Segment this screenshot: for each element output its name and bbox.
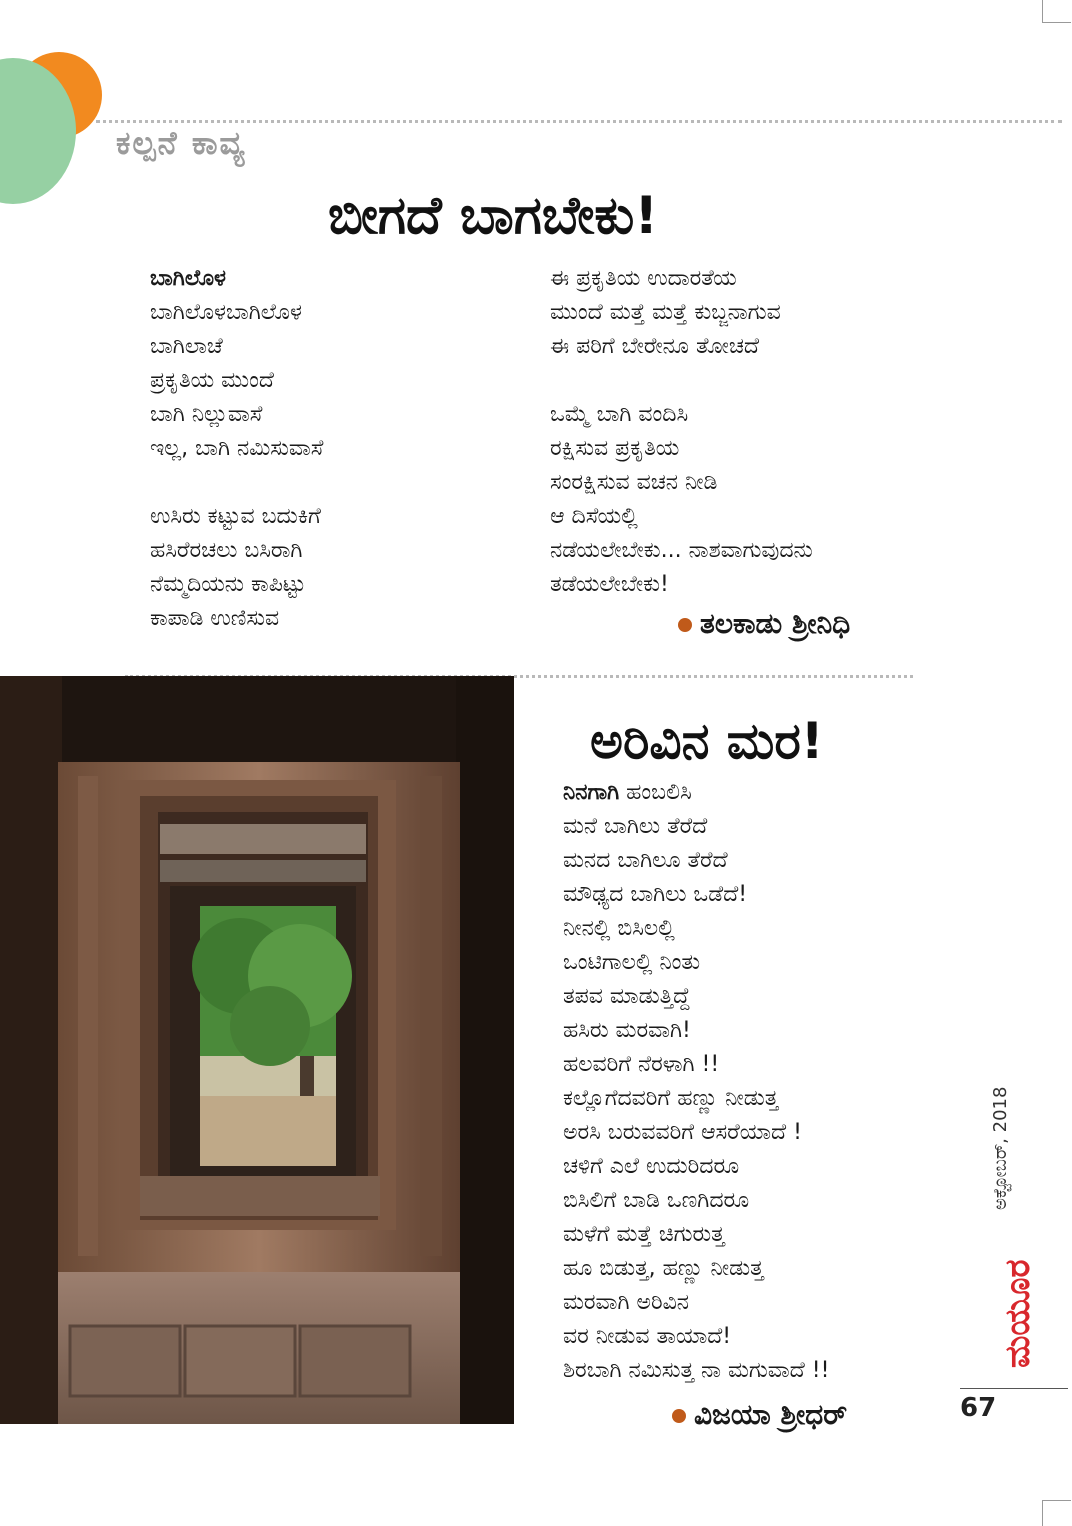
poem-line: ಹಸಿರು ಮರವಾಗಿ!: [563, 1018, 691, 1043]
poem-line: ಒಂಟಿಗಾಲಲ್ಲಿ ನಿಂತು: [563, 950, 701, 975]
poem-line: ಆ ದಿಸೆಯಲ್ಲಿ: [550, 504, 638, 529]
page-number-rule: [960, 1388, 1068, 1389]
poem2-first-word: ನಿನಗಾಗಿ: [563, 780, 620, 805]
poem2-author-name: ವಿಜಯಾ ಶ್ರೀಧರ್: [694, 1398, 848, 1431]
poem-line: ಈ ಪ್ರಕೃತಿಯ ಉದಾರತೆಯ: [550, 266, 737, 291]
poem-line: ಮನೆ ಬಾಗಿಲು ತೆರೆದೆ: [563, 814, 708, 839]
poem1-column-left: [150, 262, 323, 636]
poem-line: ಬಾಗಿಲೊಳಬಾಗಿಲೊಳ: [150, 300, 302, 325]
poem-line: ಮಳೆಗೆ ಮತ್ತೆ ಚಿಗುರುತ್ತ: [563, 1222, 725, 1247]
poem-line: ಮುಂದೆ ಮತ್ತೆ ಮತ್ತೆ ಕುಬ್ಜನಾಗುವ: [550, 300, 781, 325]
poem-line: ಈ ಪರಿಗೆ ಬೇರೇನೂ ತೋಚದೆ: [550, 334, 759, 359]
bullet-dot: [678, 618, 692, 632]
crop-mark-top-right: [1042, 0, 1071, 23]
poem1-title: ಬೀಗದೆ ಬಾಗಬೇಕು!: [328, 186, 659, 246]
poem2-author: [672, 1398, 847, 1432]
poem-line: ಮನದ ಬಾಗಿಲೂ ತೆರೆದೆ: [563, 848, 728, 873]
poem-line: ಕಾಪಾಡಿ ಉಣಿಸುವ: [150, 606, 280, 631]
poem-line: ನೀನಲ್ಲಿ ಬಿಸಿಲಲ್ಲಿ: [563, 916, 675, 941]
magazine-logo-vertical: [952, 1240, 1038, 1368]
temple-doorways-photo: [0, 676, 514, 1424]
poem-line: ಮರವಾಗಿ ಅರಿವಿನ: [563, 1290, 690, 1315]
poem-line: ನಡೆಯಲೇಬೇಕು... ನಾಶವಾಗುವುದನು: [550, 538, 813, 563]
poem1-column-right: [550, 262, 813, 602]
poem-line: ತಡೆಯಲೇಬೇಕು!: [550, 572, 669, 597]
bullet-dot: [672, 1409, 686, 1423]
poem-line: ಪ್ರಕೃತಿಯ ಮುಂದೆ: [150, 368, 274, 393]
poem-line: ಕಲ್ಲೊಗೆದವರಿಗೆ ಹಣ್ಣು ನೀಡುತ್ತ: [563, 1086, 779, 1111]
section-label: ಕಲ್ಪನೆ ಕಾವ್ಯ: [116, 124, 247, 162]
poem-line: ಶಿರಬಾಗಿ ನಮಿಸುತ್ತ ನಾ ಮಗುವಾದೆ !!: [563, 1358, 830, 1383]
poem-line: ಬಾಗಿಲೊಳ: [150, 266, 226, 291]
poem-line: ಒಮ್ಮೆ ಬಾಗಿ ವಂದಿಸಿ: [550, 402, 689, 427]
poem2-first-rest: ಹಂಬಲಿಸಿ: [619, 780, 692, 805]
poem-line: ಉಸಿರು ಕಟ್ಟುವ ಬದುಕಿಗೆ: [150, 504, 321, 529]
poem-line: ತಪವ ಮಾಡುತ್ತಿದ್ದೆ: [563, 984, 691, 1009]
issue-date-vertical: [950, 1080, 1011, 1210]
crop-mark-bottom-right: [1042, 1500, 1071, 1526]
poem1-author: [678, 607, 850, 641]
poem-line: ಚಳಿಗೆ ಎಲೆ ಉದುರಿದರೂ: [563, 1154, 740, 1179]
poem-line: ರಕ್ಷಿಸುವ ಪ್ರಕೃತಿಯ: [550, 436, 680, 461]
poem2-title: ಅರಿವಿನ ಮರ!: [590, 712, 824, 770]
poem-line: ಹಸಿರೆರಚಲು ಬಸಿರಾಗಿ: [150, 538, 303, 563]
poem2-column: [563, 776, 829, 1388]
poem-line: ಮೌಢ್ಯದ ಬಾಗಿಲು ಒಡೆದೆ!: [563, 882, 748, 907]
dotted-divider-top: [96, 120, 1062, 123]
stanza-gap: [150, 466, 323, 500]
poem-line: ನೆಮ್ಮದಿಯನು ಕಾಪಿಟ್ಟು: [150, 572, 306, 597]
poem-line: ಹೂ ಬಿಡುತ್ತ, ಹಣ್ಣು ನೀಡುತ್ತ: [563, 1256, 764, 1281]
page-number: 67: [960, 1393, 997, 1423]
magazine-logo-text: ಮಯೂರ: [998, 1259, 1038, 1368]
poem-line: ಬಾಗಿಲಾಚೆ: [150, 334, 223, 359]
poem-line-first: [563, 776, 829, 810]
poem-line: ಅರಸಿ ಬರುವವರಿಗೆ ಆಸರೆಯಾದೆ !: [563, 1120, 802, 1145]
poem1-author-name: ತಲಕಾಡು ಶ್ರೀನಿಧಿ: [700, 607, 851, 640]
poem-line: ಸಂರಕ್ಷಿಸುವ ವಚನ ನೀಡಿ: [550, 470, 718, 495]
poem-line: ಬಿಸಿಲಿಗೆ ಬಾಡಿ ಒಣಗಿದರೂ: [563, 1188, 750, 1213]
poem-line: ವರ ನೀಡುವ ತಾಯಾದೆ!: [563, 1324, 732, 1349]
stanza-gap: [550, 364, 813, 398]
poem-line: ಇಲ್ಲ, ಬಾಗಿ ನಮಿಸುವಾಸೆ: [150, 436, 324, 461]
issue-date-text: ಅಕ್ಟೋಬರ್, 2018: [990, 1086, 1011, 1210]
poem-line: ಹಲವರಿಗೆ ನೆರಳಾಗಿ !!: [563, 1052, 720, 1077]
poem-line: ಬಾಗಿ ನಿಲ್ಲುವಾಸೆ: [150, 402, 263, 427]
